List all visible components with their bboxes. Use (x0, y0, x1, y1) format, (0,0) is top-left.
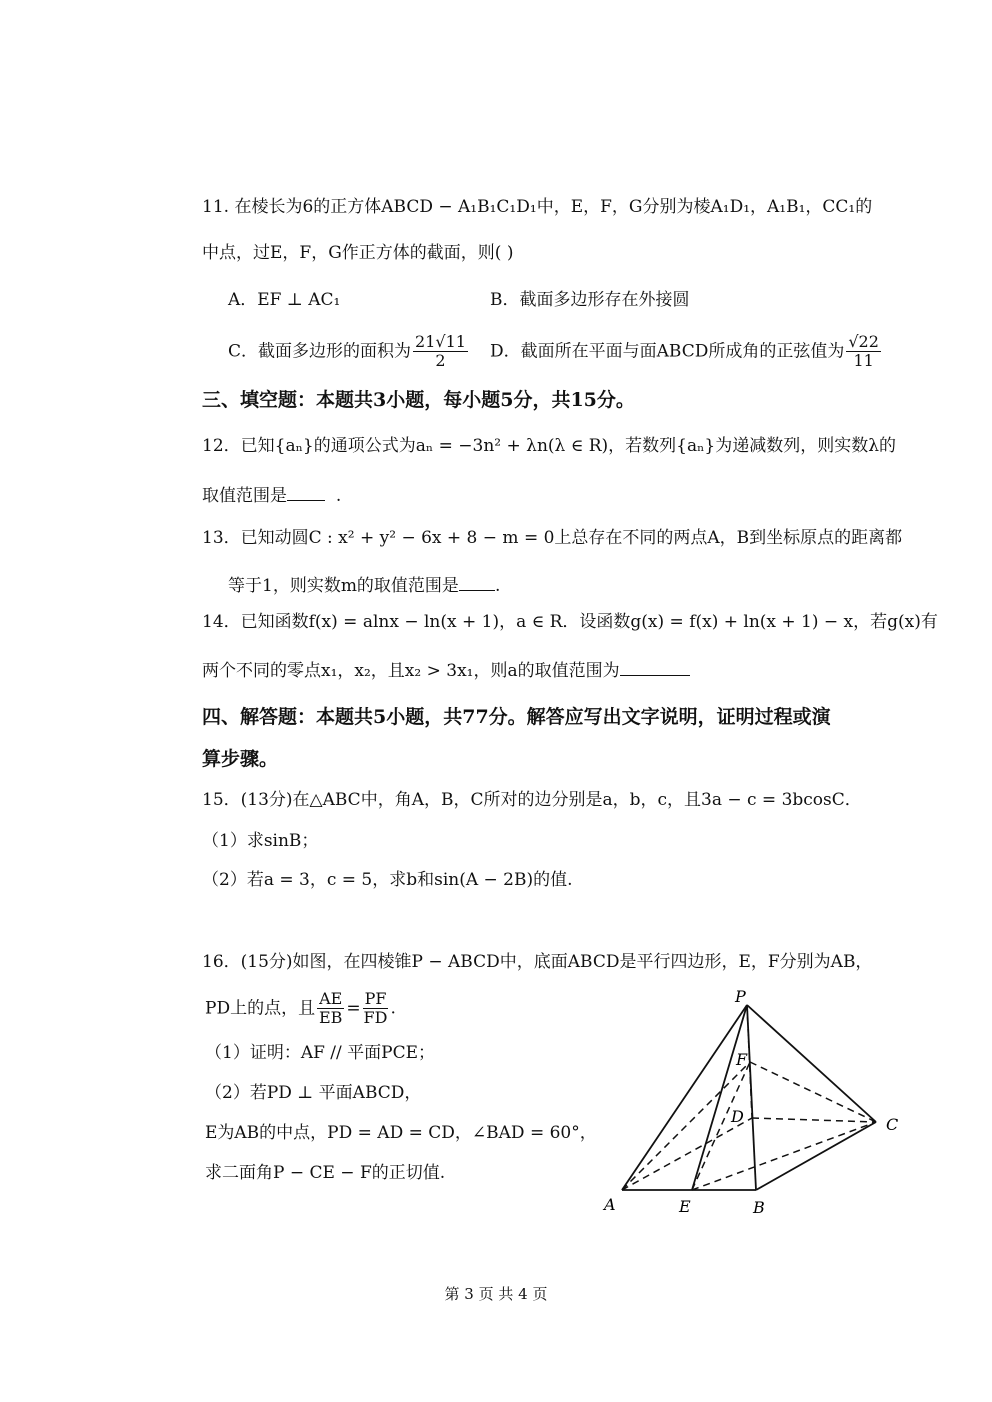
q16-part2: （2）若PD ⊥ 平面ABCD， (205, 1083, 422, 1103)
q16-fraction-pf-fd: $\frac{PF}{FD}$ (363, 989, 388, 1028)
q13-line2-text: 等于1，则实数m的取值范围是 (228, 576, 459, 596)
q11-option-c-fraction: $\frac{21√11}{2}$ (415, 332, 466, 371)
q12-answer-blank[interactable] (287, 483, 325, 501)
q14-line2 (202, 658, 690, 681)
q11-option-d-text: D．截面所在平面与面ABCD所成角的正弦值为 (490, 341, 845, 362)
section-3-heading: 三、填空题：本题共3小题，每小题5分，共15分。 (202, 389, 635, 411)
edge-bc (756, 1122, 876, 1190)
q12-line1: 12．已知{aₙ}的通项公式为aₙ = −3n² + λn(λ ∈ R)，若数列{aₙ}为递减数列，则实数λ的 (202, 436, 897, 456)
q14-line2-text: 两个不同的零点x₁，x₂，且x₂ > 3x₁，则a的取值范围为 (202, 661, 620, 681)
edge-dc (752, 1118, 876, 1122)
page-footer: 第 3 页 共 4 页 (444, 1285, 548, 1303)
q16-line2-text: PD上的点，且 (205, 998, 316, 1019)
label-p: P (735, 987, 746, 1006)
q13-line2 (228, 573, 500, 596)
q15-part1: （1）求sinB； (202, 831, 319, 851)
q16-line1: 16．(15分)如图，在四棱锥P − ABCD中，底面ABCD是平行四边形，E，F分别为AB， (202, 952, 873, 972)
label-d: D (731, 1107, 744, 1126)
q11-option-c (228, 333, 470, 371)
q16-part1: （1）证明：AF // 平面PCE； (205, 1043, 436, 1063)
q12-line2 (202, 483, 341, 506)
q11-option-c-text: C．截面多边形的面积为 (228, 341, 412, 362)
label-c: C (886, 1115, 899, 1134)
q11-line2: 中点，过E，F，G作正方体的截面，则( ) (202, 243, 514, 263)
label-e: E (679, 1197, 691, 1216)
q12-line2-text: 取值范围是 (202, 486, 287, 506)
edge-pc (747, 1005, 876, 1122)
q11-option-a: A．EF ⊥ AC₁ (228, 290, 341, 310)
edge-ad (622, 1118, 752, 1190)
q11-option-d-fraction: $\frac{√22}{11}$ (848, 332, 879, 371)
q16-line2 (205, 990, 396, 1028)
q15-part2: （2）若a = 3，c = 5，求b和sin(A − 2B)的值. (202, 870, 573, 890)
q11-line1: 11. 在棱长为6的正方体ABCD − A₁B₁C₁D₁中，E，F，G分别为棱A₁D₁，A₁B₁，CC₁的 (202, 197, 873, 217)
q16-line2-end: . (390, 998, 396, 1019)
section-4-heading: 四、解答题：本题共5小题，共77分。解答应写出文字说明，证明过程或演 (202, 706, 831, 728)
q16-part2b: E为AB的中点，PD = AD = CD，∠BAD = 60°， (205, 1123, 597, 1143)
edge-fc (750, 1062, 876, 1122)
label-b: B (753, 1198, 765, 1217)
edge-pa (622, 1005, 747, 1190)
q13-answer-blank[interactable] (459, 573, 495, 591)
q13-line2-end: . (494, 576, 501, 596)
q11-option-b: B．截面多边形存在外接圆 (490, 290, 690, 310)
q14-answer-blank[interactable] (620, 658, 690, 676)
q13-line1: 13．已知动圆C : x² + y² − 6x + 8 − m = 0上总存在不同的两点A，B到坐标原点的距离都 (202, 528, 903, 548)
label-f: F (736, 1050, 748, 1069)
q14-line1: 14．已知函数f(x) = alnx − ln(x + 1)，a ∈ R．设函数g(x) = f(x) + ln(x + 1) − x，若g(x)有 (202, 612, 938, 632)
section-4-heading-cont: 算步骤。 (202, 748, 279, 770)
edge-pe (692, 1005, 747, 1190)
q15-line1: 15．(13分)在△ABC中，角A，B，C所对的边分别是a，b，c，且3a − c = 3bcosC． (202, 790, 862, 810)
q12-line2-end: . (335, 486, 342, 506)
edge-af (622, 1062, 750, 1190)
edge-ef (692, 1062, 750, 1190)
q16-part2c: 求二面角P − CE − F的正切值. (205, 1163, 446, 1183)
q16-fraction-ae-eb: $\frac{AE}{EB}$ (318, 989, 343, 1028)
pyramid-figure (590, 980, 920, 1220)
edge-ec (692, 1122, 876, 1190)
q16-equals: = (346, 998, 361, 1019)
q11-option-d (490, 333, 883, 371)
label-a: A (604, 1195, 616, 1214)
